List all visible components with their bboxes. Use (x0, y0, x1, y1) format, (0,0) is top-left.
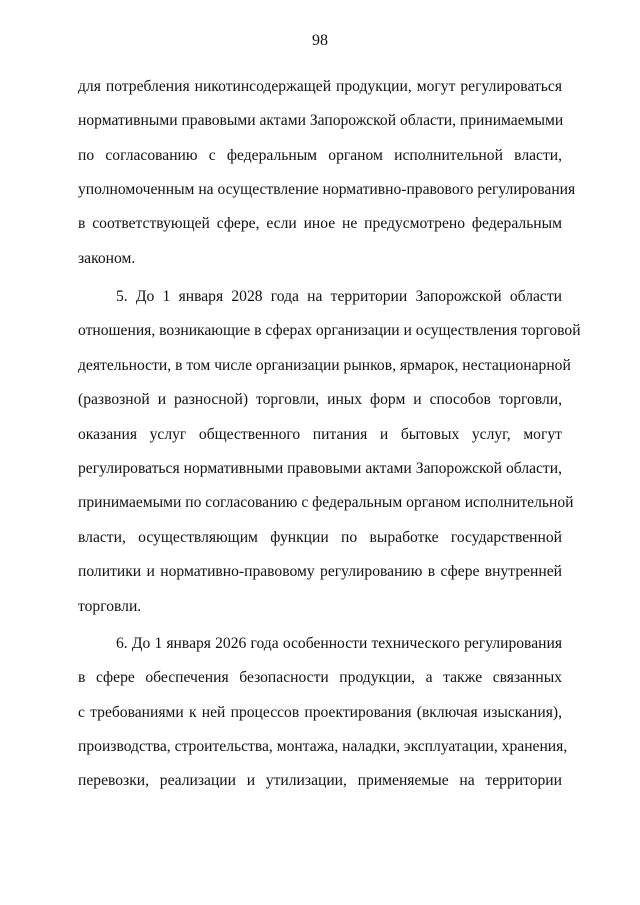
text-line: в сфере обеспечения безопасности продукции, а также связанных (78, 669, 562, 686)
text-line: торговли. (78, 598, 142, 615)
text-line: уполномоченным на осуществление нормативно-правового регулирования (78, 181, 576, 198)
text-line: принимаемыми по согласованию с федеральным органом исполнительной (78, 494, 574, 511)
paragraph-5-first-line: 5. До 1 января 2028 года на территории Запорожской области (116, 288, 562, 305)
text-line: власти, осуществляющим функции по выработке государственной (78, 529, 562, 546)
text-line: политики и нормативно-правовому регулированию в сфере внутренней (78, 563, 562, 580)
text-line: по согласованию с федеральным органом исполнительной власти, (78, 147, 562, 164)
text-line: производства, строительства, монтажа, наладки, эксплуатации, хранения, (78, 738, 568, 755)
text-line: отношения, возникающие в сферах организации и осуществления торговой (78, 322, 581, 339)
text-line: в соответствующей сфере, если иное не предусмотрено федеральным (78, 215, 562, 232)
text-line: регулироваться нормативными правовыми актами Запорожской области, (78, 460, 562, 477)
text-line: перевозки, реализации и утилизации, применяемые на территории (78, 772, 562, 789)
page-number: 98 (312, 32, 328, 49)
text-line: деятельности, в том числе организации рынков, ярмарок, нестационарной (78, 357, 571, 374)
text-line: оказания услуг общественного питания и бытовых услуг, могут (78, 426, 562, 443)
text-line: (развозной и разносной) торговли, иных форм и способов торговли, (78, 391, 562, 408)
text-line: законом. (78, 250, 136, 267)
paragraph-6-first-line: 6. До 1 января 2026 года особенности технического регулирования (116, 635, 562, 652)
text-line: нормативными правовыми актами Запорожской области, принимаемыми (78, 112, 564, 129)
text-line: для потребления никотинсодержащей продукции, могут регулироваться (78, 78, 562, 95)
text-line: с требованиями к ней процессов проектирования (включая изыскания), (78, 704, 562, 721)
